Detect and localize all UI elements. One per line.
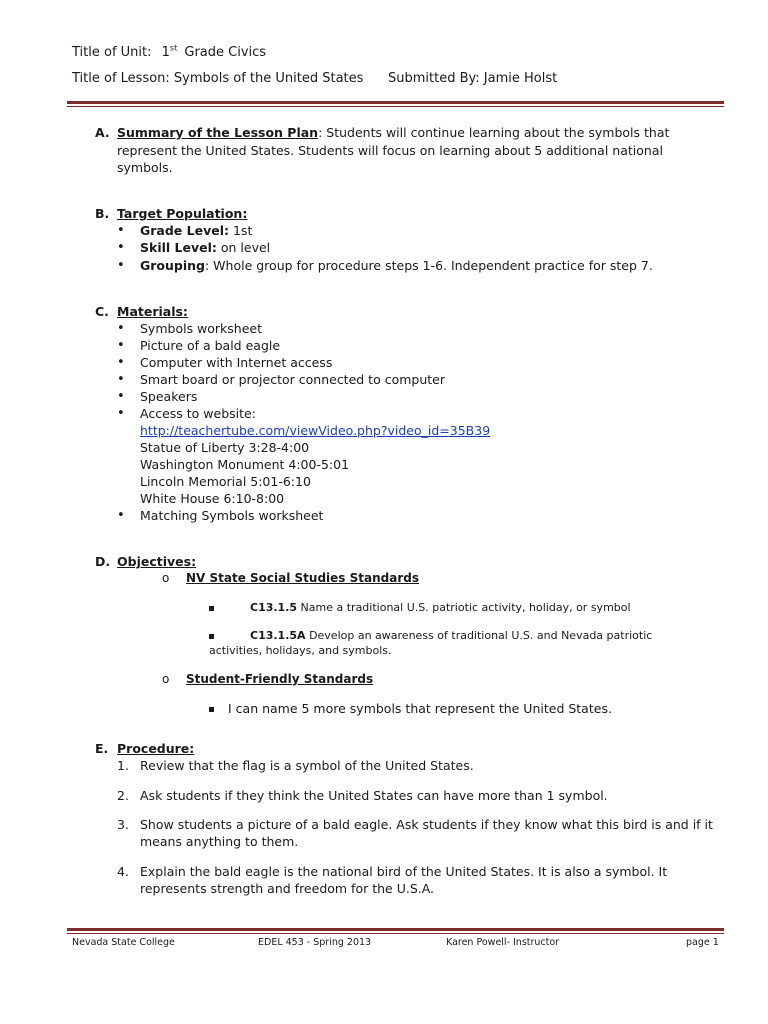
standard-item: C13.1.5A Develop an awareness of traditional U.S. and Nevada patriotic [209, 628, 652, 643]
section-b-heading [95, 206, 248, 221]
square-bullet-icon [209, 707, 214, 712]
footer-page-number: page 1 [686, 937, 719, 948]
summary-text [117, 142, 717, 176]
unit-name: Grade Civics [184, 45, 267, 60]
header-divider-thin [67, 106, 724, 107]
student-standard-item: I can name 5 more symbols that represent the United States. [209, 700, 612, 717]
website-link[interactable]: http://teachertube.com/viewVideo.php?video_id=35B39 [140, 423, 491, 438]
section-title: Materials: [117, 304, 188, 319]
section-title: Objectives: [117, 554, 197, 569]
circle-bullet-icon: o [162, 571, 170, 585]
video-segment: White House 6:10-8:00 [140, 491, 285, 506]
section-d-heading [95, 554, 197, 569]
section-title: Summary of the Lesson Plan [117, 125, 319, 140]
unit-number: 1 [161, 45, 170, 60]
unit-title [72, 45, 266, 60]
unit-label: Title of Unit: [72, 45, 152, 60]
section-letter: E. [95, 741, 109, 756]
footer-divider-thin [67, 933, 724, 934]
standard-item: C13.1.5 Name a traditional U.S. patriotic activity, holiday, or symbol [209, 600, 631, 615]
video-segment: Lincoln Memorial 5:01-6:10 [140, 474, 311, 489]
section-title: Procedure: [117, 741, 195, 756]
video-segment: Washington Monument 4:00-5:01 [140, 457, 350, 472]
video-segment: Statue of Liberty 3:28-4:00 [140, 440, 310, 455]
circle-bullet-icon: o [162, 672, 170, 686]
section-letter: B. [95, 206, 110, 221]
summary-line-2: represent the United States. Students will focus on learning about 5 additional national [117, 143, 663, 158]
square-bullet-icon [209, 634, 214, 639]
summary-line-3: symbols. [117, 160, 173, 175]
header-divider [67, 101, 724, 104]
lesson-title: Title of Lesson: Symbols of the United States [72, 71, 364, 86]
section-c-heading [95, 304, 188, 319]
section-e-heading [95, 741, 195, 756]
lesson-header [72, 71, 558, 86]
section-title: Target Population: [117, 206, 248, 221]
section-a-heading: A. Summary of the Lesson Plan: Students will continue learning about the symbols that [95, 125, 670, 140]
square-bullet-icon [209, 606, 214, 611]
summary-line-1: Students will continue learning about the symbols that [326, 125, 670, 140]
section-letter: C. [95, 304, 109, 319]
footer-instructor: Karen Powell- Instructor [446, 937, 560, 948]
section-letter: A. [95, 125, 110, 140]
section-letter: D. [95, 554, 111, 569]
footer-course: EDEL 453 - Spring 2013 [258, 937, 372, 948]
unit-suffix: st [169, 43, 178, 53]
footer-divider [67, 928, 724, 931]
submitted-by: Submitted By: Jamie Holst [388, 71, 558, 86]
document-page: Title of Unit: 1st Grade Civics Title of Lesson: Symbols of the United States Submitted By: Jamie Holst A. Summary of the Lesson Plan: Students will continue learning about the symbols that represent the United States. Students will focus on learning about 5 additional national symbols. B. Target Population: Grade Level: 1st Skill Level: on level Grouping: Whole group for procedure steps 1-6. Independent practice for step 7. C. Materials: Symbols worksheet Picture of a bald eagle Computer with Internet access Smart board or projector connected to computer Speakers Access to website: http://teachertube.com/viewVideo.php?video_id=35B39 Statue of Liberty 3:28-4:00 Washington Monument 4:00-5:01 Lincoln Memorial 5:01-6:10 White House 6:10-8:00 Matching Symbols worksheet D. Objectives: o NV State Social Studies Standards C13.1.5 Name a traditional U.S. patriotic activity, holiday, or symbol C13.1.5A Develop an awareness of traditional U.S. and Nevada patriotic activities, holidays, and symbols. o Student-Friendly Standards I can name 5 more symbols that represent the United States. E. Procedure: 1. Review that the flag is a symbol of the United States. 2. Ask students if they think the United States can have more than 1 symbol. 3. Show students a picture of a bald eagle. Ask students if they know what this bird is and if it means anything to them. 4. Explain the bald eagle is the national bird of the United States. It is also a symbol. It represents strength and freedom for the U.S.A. Nevada State College EDEL 453 - Spring 2013 Karen Powell- Instructor page 1 [0, 0, 768, 1024]
footer-college: Nevada State College [72, 937, 175, 948]
standard-item-continued: activities, holidays, and symbols. [209, 644, 392, 657]
